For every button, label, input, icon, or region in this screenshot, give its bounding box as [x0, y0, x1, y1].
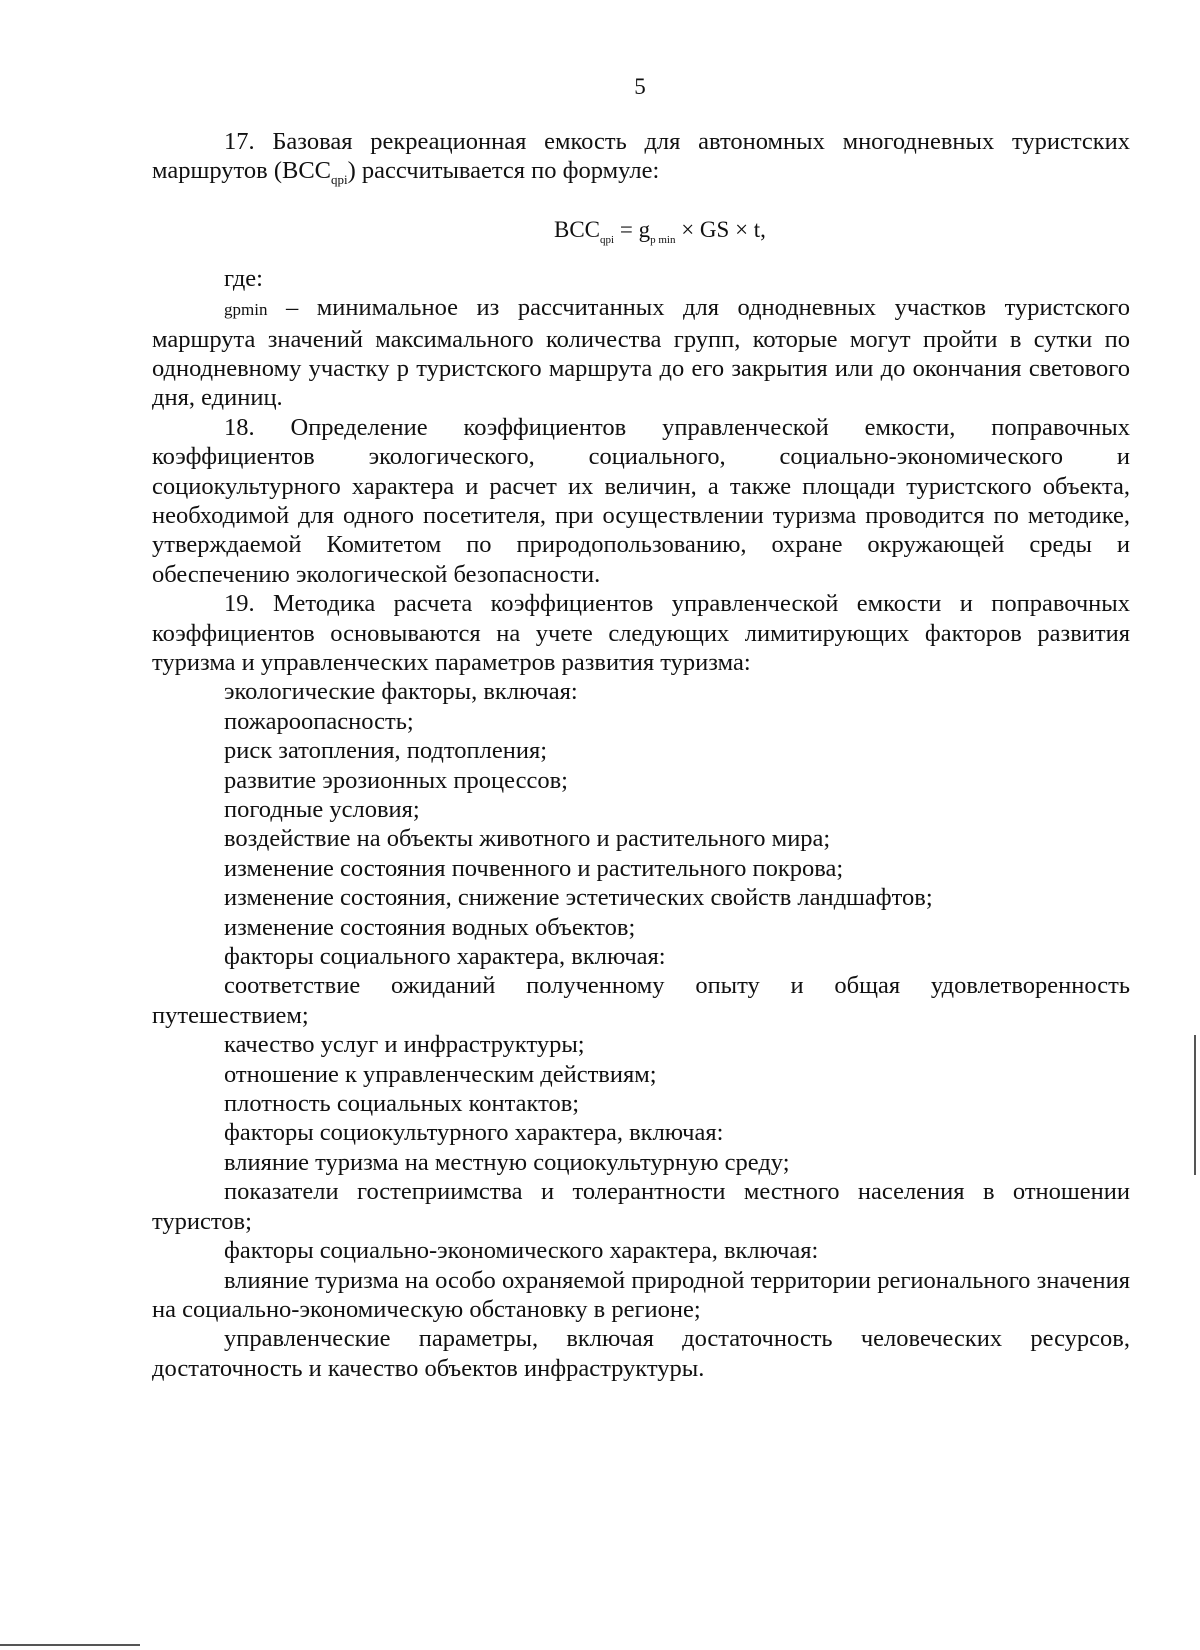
formula-rhs: × GS × t,: [675, 216, 766, 242]
list-item: факторы социального характера, включая:: [224, 943, 666, 971]
gpmin-symbol: gpmin: [224, 300, 268, 320]
list-item: экологические факторы, включая:: [224, 678, 578, 706]
paragraph-17-text: Базовая рекреационная емкость для автономных многодневных туристских маршрутов (BCC: [152, 128, 1130, 185]
list-item: развитие эрозионных процессов;: [224, 766, 568, 794]
page-number: 5: [634, 74, 646, 99]
paragraph-17: [152, 127, 1130, 195]
list-item: изменение состояния почвенного и растительного покрова;: [224, 854, 844, 882]
list-item: воздействие на объекты животного и растительного мира;: [224, 825, 831, 853]
list-item: изменение состояния, снижение эстетических свойств ландшафтов;: [224, 884, 933, 912]
scan-edge-mark: [1194, 1035, 1196, 1175]
paragraph-18: 18. Определение коэффициентов управленческой емкости, поправочных коэффициентов экологического, социального, социально-экономического и социокультурного характера и расчет их величин, а также площади туристского объекта, необходимой для одного посетителя, при осуществлении туризма проводится по методике, утверждаемой Комитетом по природопользованию, охране окружающей среды и обеспечению экологической безопасности.: [152, 413, 1130, 588]
gpmin-text: – минимальное из рассчитанных для однодневных участков туристского маршрута значений максимального количества групп, которые могут пройти в сутки по однодневному участку р туристского маршрута до его закрытия или до окончания светового дня, единиц.: [152, 294, 1130, 412]
list-item: показатели гостеприимства и толерантности местного населения в отношении туристов;: [152, 1178, 1130, 1235]
list-item: соответствие ожиданий полученному опыту и общая удовлетворенность путешествием;: [152, 972, 1130, 1029]
formula-lhs-subscript: qpi: [600, 233, 615, 246]
paragraph-19: 19. Методика расчета коэффициентов управленческой емкости и поправочных коэффициентов основываются на учете следующих лимитирующих факторов развития туризма и управленческих параметров развития туризма:: [152, 590, 1130, 676]
list-item: факторы социально-экономического характера, включая:: [224, 1237, 819, 1265]
list-item: риск затопления, подтопления;: [224, 737, 548, 765]
scan-edge-mark: [0, 1644, 140, 1646]
paragraph-17-text-end: ) рассчитывается по формуле:: [347, 157, 660, 185]
formula-lhs: BCC: [554, 216, 601, 242]
where-label: где:: [224, 264, 263, 292]
list-item: изменение состояния водных объектов;: [224, 913, 636, 941]
list-item: факторы социокультурного характера, включая:: [224, 1119, 724, 1147]
gpmin-definition: [152, 293, 1130, 413]
document-body: [152, 127, 1130, 1383]
list-item: отношение к управленческим действиям;: [224, 1060, 657, 1088]
paragraph-17-subscript: qpi: [331, 172, 348, 188]
formula-g-subscript: p min: [650, 233, 676, 246]
list-item: пожароопасность;: [224, 707, 414, 735]
formula-eq: = g: [614, 216, 651, 242]
list-item: влияние туризма на местную социокультурную среду;: [224, 1148, 790, 1176]
list-item: плотность социальных контактов;: [224, 1090, 580, 1118]
list-item: управленческие параметры, включая достаточность человеческих ресурсов, достаточность и качество объектов инфраструктуры.: [152, 1325, 1130, 1382]
formula-bcc: [152, 214, 1130, 256]
list-item: погодные условия;: [224, 796, 420, 824]
paragraph-17-number: 17.: [224, 128, 255, 155]
list-item: качество услуг и инфраструктуры;: [224, 1031, 585, 1059]
list-item: влияние туризма на особо охраняемой природной территории регионального значения на социально-экономическую обстановку в регионе;: [152, 1266, 1130, 1323]
